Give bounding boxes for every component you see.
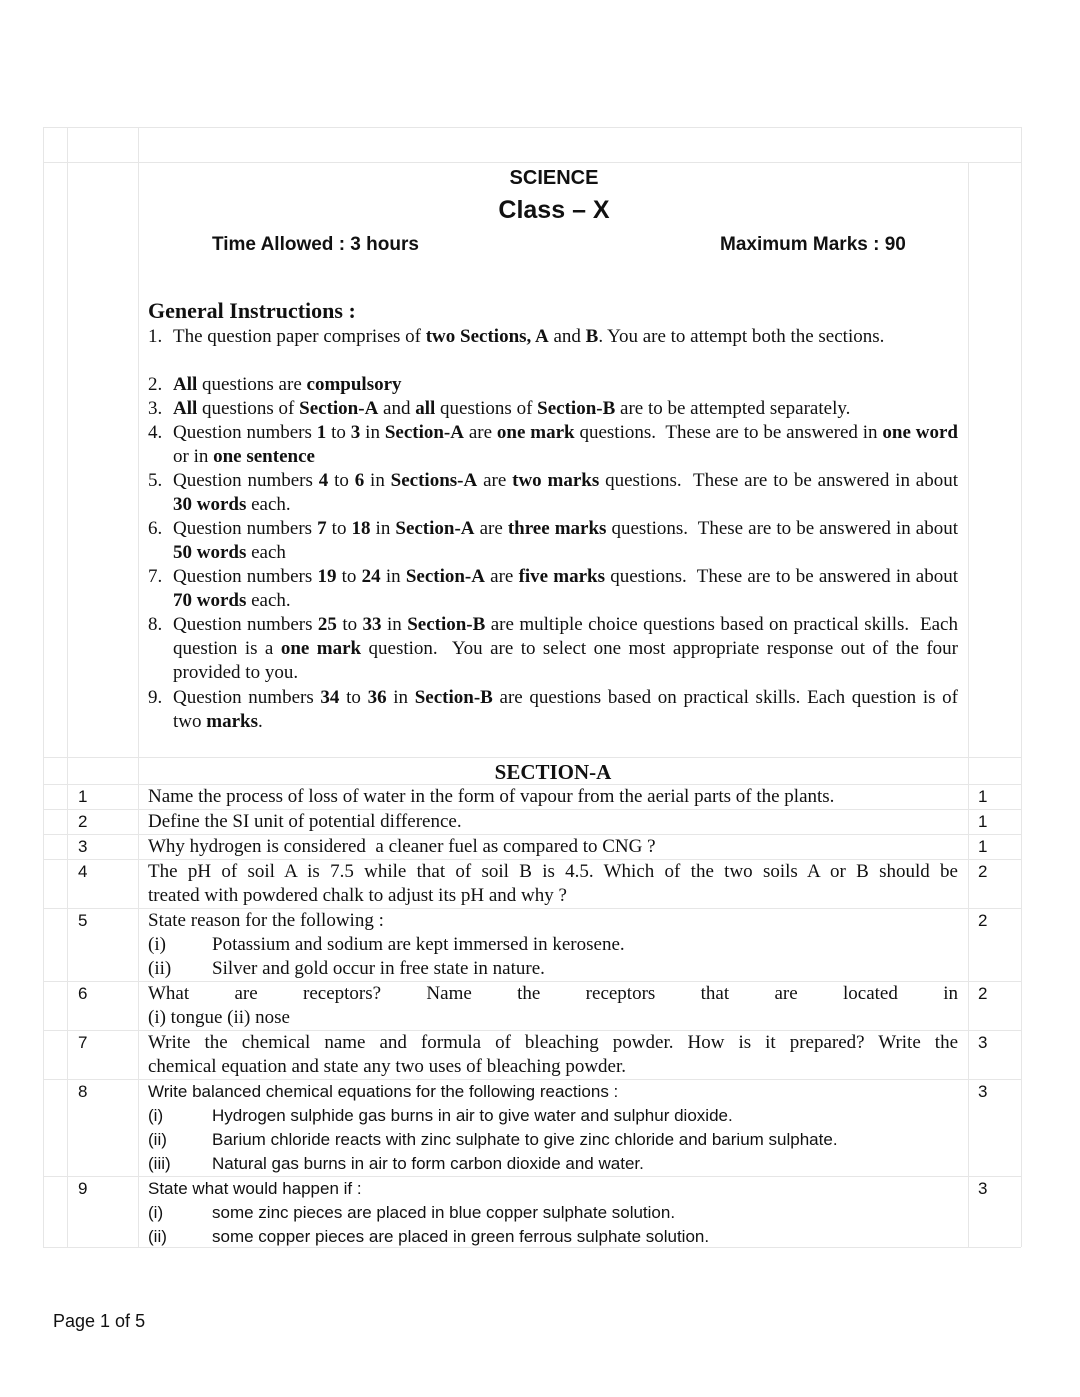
maximum-marks: Maximum Marks : 90 xyxy=(720,234,906,255)
question-marks: 2 xyxy=(978,911,988,930)
question-number: 1 xyxy=(78,787,88,806)
question-number: 3 xyxy=(78,837,88,856)
time-allowed: Time Allowed : 3 hours xyxy=(212,234,419,255)
question-marks: 3 xyxy=(978,1179,988,1198)
sub-item: (i) some zinc pieces are placed in blue copper sulphate solution. xyxy=(148,1203,676,1222)
sub-item: (i) Hydrogen sulphide gas burns in air to give water and sulphur dioxide. xyxy=(148,1106,733,1125)
question-text: Why hydrogen is considered a cleaner fuel as compared to CNG ? xyxy=(148,836,656,857)
question-number: 4 xyxy=(78,862,88,881)
question-marks: 2 xyxy=(978,984,988,1003)
question-text: Define the SI unit of potential difference. xyxy=(148,811,462,832)
instruction-item: 4. Question numbers 1 to 3 in Section-A are one mark questions. These are to be answered in one word or in one sentence xyxy=(148,422,958,467)
question-marks: 1 xyxy=(978,837,988,856)
question-marks: 1 xyxy=(978,812,988,831)
question-text: Write balanced chemical equations for the following reactions : (i) Hydrogen sulphide gas burns in air to give water and sulphur dioxide. (ii) Barium chloride reacts with zinc sulphate to give zinc chloride and barium sulphate. (iii) Natural gas burns in air to form carbon dioxide and water. xyxy=(148,1080,958,1176)
instruction-item: 8. Question numbers 25 to 33 in Section-B are multiple choice questions based on practical skills. Each question is a one mark question. You are to select one most appropriate response out of the four provided to you. xyxy=(148,614,959,683)
question-number: 7 xyxy=(78,1033,88,1052)
question-marks: 3 xyxy=(978,1082,988,1101)
question-text: State what would happen if : (i) some zinc pieces are placed in blue copper sulphate solution. (ii) some copper pieces are placed in green ferrous sulphate solution. xyxy=(148,1177,958,1249)
question-number: 2 xyxy=(78,812,88,831)
instruction-item: 6. Question numbers 7 to 18 in Section-A are three marks questions. These are to be answered in about 50 words each xyxy=(148,518,959,563)
subject-title: SCIENCE xyxy=(509,167,599,189)
question-marks: 2 xyxy=(978,862,988,881)
question-text: What are receptors? Name the receptors that are located in (i) tongue (ii) nose xyxy=(148,983,958,1028)
instruction-item: 7. Question numbers 19 to 24 in Section-A are five marks questions. These are to be answered in about 70 words each. xyxy=(148,566,959,611)
question-text: State reason for the following : (i) Potassium and sodium are kept immersed in kerosene. (ii) Silver and gold occur in free state in nature. xyxy=(148,909,958,981)
page-number: Page 1 of 5 xyxy=(53,1311,146,1331)
sub-item: (ii) Silver and gold occur in free state in nature. xyxy=(148,958,545,979)
instruction-item: 2. All questions are compulsory xyxy=(148,374,402,395)
question-number: 6 xyxy=(78,984,88,1003)
question-text: Name the process of loss of water in the form of vapour from the aerial parts of the plants. xyxy=(148,786,835,807)
sub-item: (ii) Barium chloride reacts with zinc sulphate to give zinc chloride and barium sulphate. xyxy=(148,1130,838,1149)
sub-item: (ii) some copper pieces are placed in green ferrous sulphate solution. xyxy=(148,1227,710,1246)
sub-item: (iii) Natural gas burns in air to form carbon dioxide and water. xyxy=(148,1154,644,1173)
instruction-item: 3. All questions of Section-A and all questions of Section-B are to be attempted separately. xyxy=(148,398,851,419)
question-number: 5 xyxy=(78,911,88,930)
instructions-title: General Instructions : xyxy=(148,298,356,323)
instruction-item: 1. The question paper comprises of two Sections, A and B. You are to attempt both the sections. xyxy=(148,326,885,347)
question-text: The pH of soil A is 7.5 while that of soil B is 4.5. Which of the two soils A or B should be treated with powdered chalk to adjust its pH and why ? xyxy=(148,861,958,906)
question-marks: 1 xyxy=(978,787,988,806)
instruction-item: 9. Question numbers 34 to 36 in Section-B are questions based on practical skills. Each question is of two marks. xyxy=(148,687,959,732)
section-a-title: SECTION-A xyxy=(494,760,612,784)
question-number: 8 xyxy=(78,1082,88,1101)
question-text: Write the chemical name and formula of bleaching powder. How is it prepared? Write the chemical equation and state any two uses of bleaching powder. xyxy=(148,1032,958,1077)
instruction-item: 5. Question numbers 4 to 6 in Sections-A are two marks questions. These are to be answered in about 30 words each. xyxy=(148,470,959,515)
question-number: 9 xyxy=(78,1179,88,1198)
class-title: Class – X xyxy=(498,196,610,224)
question-marks: 3 xyxy=(978,1033,988,1052)
sub-item: (i) Potassium and sodium are kept immersed in kerosene. xyxy=(148,934,625,955)
